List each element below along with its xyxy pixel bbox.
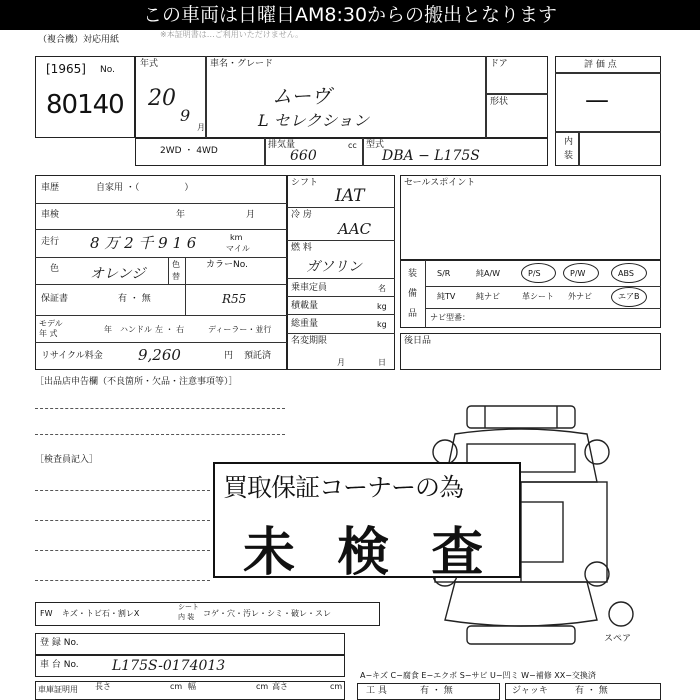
- stamp-line-2: 未 検 査: [243, 523, 496, 583]
- damage-legend: A−キズ C−腐食 E−エクボ S−サビ U−凹ミ W−補修 XX−交換済: [360, 671, 596, 680]
- history-label: 車歴: [41, 183, 60, 193]
- inspection-year-unit: 年: [176, 210, 186, 220]
- tools-value: 有 ・ 無: [420, 686, 453, 696]
- cc-unit: cc: [348, 141, 357, 150]
- circled-mark: [611, 287, 647, 307]
- fuel-value: ガソリン: [306, 259, 362, 275]
- weight-label: 総重量: [291, 319, 319, 329]
- stamp-line-1: 買取保証コーナーの為: [223, 473, 464, 502]
- sheet-type-label: （複合機）対応用紙: [38, 35, 120, 45]
- height-unit: cm: [330, 682, 343, 691]
- circled-mark: [521, 263, 556, 283]
- width-unit: cm: [256, 682, 269, 691]
- sales-label: セールスポイント: [404, 178, 476, 188]
- model-year-unit: 年: [104, 325, 112, 334]
- equip-label-1: 装: [408, 269, 418, 279]
- registration-box: [35, 633, 345, 655]
- color-no-label: カラーNo.: [206, 260, 248, 270]
- shift-label: シフト: [291, 178, 319, 188]
- mileage-label: 走行: [41, 237, 60, 247]
- cert-label: 車庫証明用: [38, 685, 78, 694]
- handle-value: 左 ・ 右: [155, 325, 185, 334]
- equip-item: P/W: [570, 269, 586, 278]
- inspector-label: ［検査員記入］: [35, 455, 99, 465]
- tools-label: 工 具: [366, 686, 387, 696]
- equip-item: 外ナビ: [568, 292, 592, 301]
- recycle-value: 9,260: [138, 346, 181, 364]
- later-label: 後日品: [404, 336, 432, 346]
- later-items-box: [400, 333, 661, 370]
- ac-label: 冷 房: [291, 210, 312, 220]
- fuel-label: 燃 料: [291, 243, 312, 253]
- inspection-label: 車検: [41, 210, 60, 220]
- unchecked-stamp: [213, 462, 521, 583]
- equip-item: 純TV: [437, 292, 456, 301]
- width-label: 幅: [188, 682, 196, 691]
- equip-item: S/R: [437, 269, 451, 278]
- door-label: ドア: [490, 59, 508, 69]
- equip-label-3: 品: [408, 309, 418, 319]
- length-label: 長さ: [95, 682, 111, 691]
- chassis-label: 車 台 No.: [40, 660, 79, 670]
- color-change-1: 色: [172, 260, 180, 269]
- recycle-label: リサイクル料金: [41, 351, 103, 361]
- seat-label-2: 内 装: [178, 613, 195, 621]
- color-value: オレンジ: [90, 266, 146, 282]
- seat-label-1: シート: [178, 603, 199, 611]
- grade-value: L セレクション: [258, 111, 370, 130]
- year-value: 20: [148, 86, 176, 111]
- equip-item: ABS: [618, 269, 634, 278]
- inspection-month-unit: 月: [246, 210, 256, 220]
- recycle-note: 預託済: [244, 351, 272, 361]
- reg-label: 登 録 No.: [40, 638, 79, 648]
- change-label: 名変期限: [291, 336, 328, 346]
- rating-value: —: [585, 86, 609, 114]
- pickup-notice-banner: この車両は日曜日AM8:30からの搬出となります: [0, 0, 700, 30]
- history-box: [35, 175, 287, 370]
- shape-label: 形状: [490, 97, 509, 107]
- navi-label: ナビ型番：: [430, 313, 470, 322]
- color-change-2: 替: [172, 272, 180, 281]
- displacement-value: 660: [290, 148, 317, 164]
- length-unit: cm: [170, 682, 183, 691]
- mile-unit: マイル: [226, 244, 250, 253]
- handle-label: ハンドル: [120, 325, 152, 334]
- lot-number: 80140: [46, 90, 124, 120]
- capacity-unit: 名: [378, 284, 386, 293]
- jack-label: ジャッキ: [512, 686, 548, 696]
- load-unit: kg: [377, 302, 387, 311]
- model-label: 車名・グレード: [210, 59, 274, 69]
- drive-options: 2WD ・ 4WD: [160, 146, 218, 156]
- circled-mark: [563, 263, 599, 283]
- equip-item: P/S: [528, 269, 541, 278]
- shift-value: IAT: [335, 186, 365, 206]
- color-label: 色: [50, 264, 60, 274]
- change-unit: 月: [337, 358, 345, 367]
- circled-mark: [611, 263, 647, 283]
- equip-item: 革シート: [522, 292, 554, 301]
- km-unit: km: [230, 233, 243, 242]
- capacity-label: 乗車定員: [291, 283, 328, 293]
- equip-item: エアB: [618, 292, 640, 301]
- type-value: DBA − L175S: [382, 148, 480, 164]
- year-label: 年式: [140, 59, 159, 69]
- month-value: 9: [180, 106, 191, 125]
- height-label: 高さ: [272, 682, 288, 691]
- equip-item: 純ナビ: [476, 292, 500, 301]
- ac-value: AAC: [338, 220, 372, 238]
- chassis-value: L175S-0174013: [112, 658, 226, 674]
- seat-text: コゲ・穴・汚レ・シミ・破レ・スレ: [203, 609, 331, 618]
- jack-value: 有 ・ 無: [575, 686, 608, 696]
- lot-code: [1965]: [46, 62, 86, 76]
- fw-text: キズ・トビ石・割レX: [62, 609, 140, 618]
- recycle-unit: 円: [224, 351, 234, 361]
- dealer-label: ディーラー・並行: [208, 325, 272, 334]
- rating-label: 評 価 点: [584, 60, 617, 70]
- equip-item: 純A/W: [476, 269, 501, 278]
- history-value: 自家用 ・（ ）: [96, 183, 194, 193]
- type-label: 型式: [366, 140, 385, 150]
- load-label: 積載量: [291, 301, 319, 311]
- warranty-value: 有 ・ 無: [118, 294, 151, 304]
- month-unit: 月: [197, 123, 205, 132]
- fw-label: FW: [40, 609, 53, 618]
- color-no-value: R55: [222, 292, 247, 306]
- seller-note-label: ［出品店申告欄（不良箇所・欠品・注意事項等）］: [35, 377, 238, 387]
- warranty-label: 保証書: [41, 294, 69, 304]
- change-unit2: 日: [378, 358, 386, 367]
- spare-label: スペア: [604, 634, 632, 644]
- interior-label-2: 装: [564, 151, 574, 161]
- mileage-value: 8 万 2 千 9 1 6: [90, 234, 197, 252]
- displacement-label: 排気量: [268, 140, 296, 150]
- model-year-label-1: モデル: [39, 319, 63, 328]
- interior-label-1: 内: [564, 137, 574, 147]
- header-faint-text: ※本証明書は…ご利用いただけません。: [160, 30, 304, 39]
- lot-no-label: No.: [100, 65, 115, 75]
- weight-unit: kg: [377, 320, 387, 329]
- model-year-label-2: 年 式: [39, 329, 58, 338]
- equip-label-2: 備: [408, 289, 418, 299]
- model-value: ムーヴ: [272, 84, 331, 108]
